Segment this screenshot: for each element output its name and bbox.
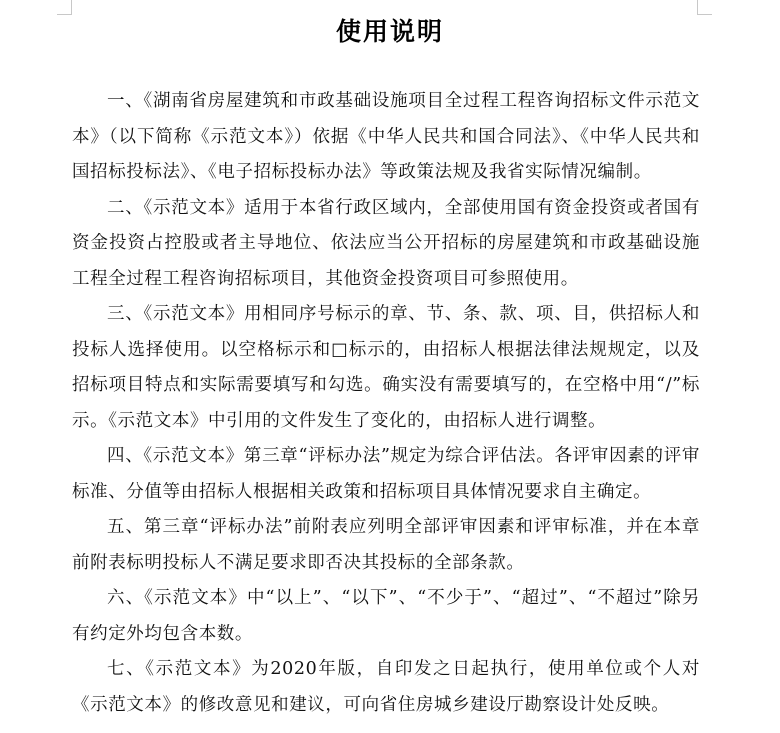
paragraph-7: 七、《示范文本》为2020年版，自印发之日起执行，使用单位或个人对《示范文本》的修改意见和建议，可向省住房城乡建设厅勘察设计处反映。 bbox=[72, 659, 700, 715]
paragraph-4: 四、《示范文本》第三章“评标办法”规定为综合评估法。各评审因素的评审标准、分值等由招标人根据相关政策和招标项目具体情况要求自主确定。 bbox=[72, 446, 700, 502]
document-body bbox=[72, 84, 700, 723]
paragraph-3: 三、《示范文本》用相同序号标示的章、节、条、款、项、目，供招标人和投标人选择使用。以空格标示和□标示的，由招标人根据法律法规规定，以及招标项目特点和实际需要填写和勾选。确实没有需要填写的，在空格中用“/”标示。《示范文本》中引用的文件发生了变化的，由招标人进行调整。 bbox=[72, 304, 700, 431]
page-title: 使用说明 bbox=[335, 17, 444, 46]
paragraph-2: 二、《示范文本》适用于本省行政区域内，全部使用国有资金投资或者国有资金投资占控股或者主导地位、依法应当公开招标的房屋建筑和市政基础设施工程全过程工程咨询招标项目，其他资金投资项目可参照使用。 bbox=[72, 197, 700, 289]
top-right-margin-mark bbox=[697, 0, 712, 15]
paragraph-5: 五、第三章“评标办法”前附表应列明全部评审因素和评审标准，并在本章前附表标明投标人不满足要求即否决其投标的全部条款。 bbox=[72, 517, 700, 573]
paragraph-1: 一、《湖南省房屋建筑和市政基础设施项目全过程工程咨询招标文件示范文本》（以下简称《示范文本》）依据《中华人民共和国合同法》、《中华人民共和国招标投标法》、《电子招标投标办法》等政策法规及我省实际情况编制。 bbox=[72, 91, 700, 182]
paragraph-6: 六、《示范文本》中“以上”、“以下”、“不少于”、“超过”、“不超过”除另有约定外均包含本数。 bbox=[72, 588, 700, 644]
top-left-margin-mark bbox=[57, 0, 72, 15]
